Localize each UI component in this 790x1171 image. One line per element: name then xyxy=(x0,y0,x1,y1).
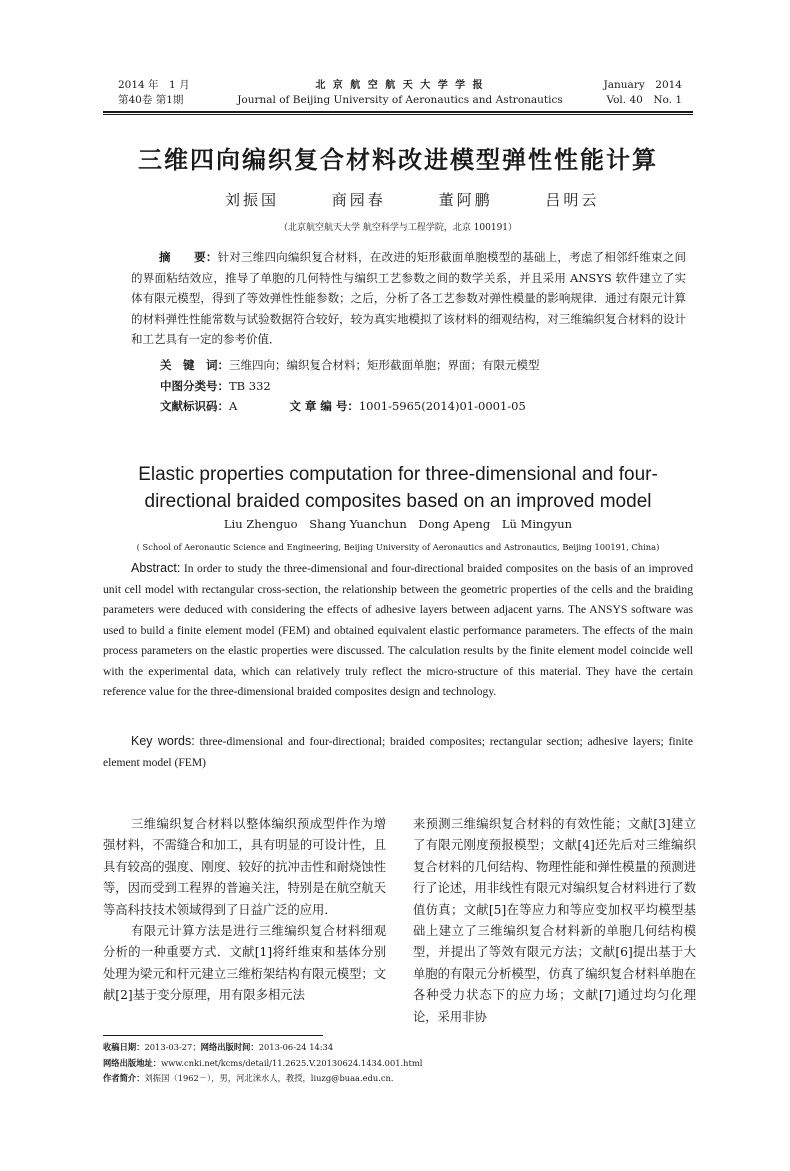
keywords-text-en: three-dimensional and four-directional; braided composites; rectangular section; adhesive layers; finite element model (FEM) xyxy=(103,735,693,769)
abstract-text-en: In order to study the three-dimensional and four-directional braided composites on the basis of an improved unit cell model with rectangular cross-section, the relationship between the geometric properties of the cells and the braiding parameters were deduced with considering the effects of adhesive layers between adjacent yarns. The ANSYS software was used to build a finite element model (FEM) and obtained equivalent elastic performance parameters. The effects of the main process parameters on the elastic properties were discussed. The calculation results by the finite element model coincide well with the experimental data, which can relatively truly reflect the micro-structure of this material. They have the certain reference value for the three-dimensional braided composites design and technology. xyxy=(103,562,693,698)
abstract-label-cn: 摘 要： xyxy=(159,250,218,264)
abstract-label-en: Abstract: xyxy=(131,561,181,575)
keywords-label-en: Key words: xyxy=(131,734,195,748)
journal-name xyxy=(230,78,570,108)
body-paragraph: 来预测三维编织复合材料的有效性能；文献[3]建立了有限元刚度预报模型；文献[4]还先后对三维编织复合材料的几何结构、物理性能和弹性模量的预测进行了论述，用非线性有限元对编织复合材料进行了数值仿真；文献[5]在等应力和等应变加权平均模型基础上建立了三维编织复合材料新的单胞几何结构模型，并提出了等效有限元方法；文献[6]提出基于大单胞的有限元分析模型，仿真了编织复合材料单胞在各种受力状态下的应力场；文献[7]通过均匀化理论，采用非协 xyxy=(413,817,696,1024)
body-column-left xyxy=(103,814,386,1007)
abstract-text-cn: 针对三维四向编织复合材料，在改进的矩形截面单胞模型的基础上，考虑了相邻纤维束之间的界面粘结效应，推导了单胞的几何特性与编织工艺参数之间的数学关系，并且采用 ANSYS 软件建立了实体有限元模型，得到了等效弹性性能参数；之后，分析了各工艺参数对弹性模量的影响规律．通过有限元计算的材料弹性性能常数与试验数据符合较好，较为真实地模拟了该材料的细观结构，对三维编织复合材料的设计和工艺具有一定的参考价值． xyxy=(131,250,687,346)
clc-label: 中图分类号： xyxy=(160,378,229,393)
journal-date-volume xyxy=(118,78,190,108)
body-paragraph: 三维编织复合材料以整体编织预成型件作为增强材料，不需缝合和加工，具有明显的可设计性，且具有较高的强度、刚度、较好的抗冲击性和耐烧蚀性等，因而受到工程界的普遍关注，特别是在航空航天等高科技技术领域得到了日益广泛的应用． xyxy=(103,817,386,917)
body-column-right xyxy=(413,814,696,1028)
abstract-cn xyxy=(131,247,686,350)
volume-issue-en: Vol. 40 No. 1 xyxy=(606,94,682,106)
article-meta-cn xyxy=(160,355,540,417)
keywords-label-cn: 关 键 词： xyxy=(160,358,229,372)
doc-code-label: 文献标识码： xyxy=(160,399,229,413)
author-name: Shang Yuanchun xyxy=(309,517,407,531)
online-label: 网络出版时间： xyxy=(200,1042,259,1052)
footnote-rule xyxy=(103,1035,323,1036)
volume-issue-cn: 第40卷 第1期 xyxy=(118,94,184,106)
clc-number xyxy=(160,376,540,397)
paper-title-cn: 三维四向编织复合材料改进模型弹性性能计算 xyxy=(138,146,658,174)
online-url[interactable]: www.cnki.net/kcms/detail/11.2625.V.20130624.1434.001.html xyxy=(161,1057,423,1068)
doc-code-row xyxy=(160,396,540,417)
body-paragraph: 有限元计算方法是进行三维编织复合材料细观分析的一种重要方式．文献[1]将纤维束和基体分别处理为梁元和杆元建立三维桁架结构有限元模型；文献[2]基于变分原理，用有限多相元法 xyxy=(103,924,386,1003)
footnotes xyxy=(103,1040,693,1087)
received-date: 2013-03-27； xyxy=(144,1042,201,1052)
affiliation-cn: （北京航空航天大学 航空科学与工程学院，北京 100191） xyxy=(278,223,518,233)
author-name: 董阿鹏 xyxy=(438,191,493,209)
issue-date-cn: 2014 年 1 月 xyxy=(118,79,190,91)
author-name: 刘振国 xyxy=(225,191,280,209)
author-name: Liu Zhenguo xyxy=(223,517,298,531)
author-name: Lü Mingyun xyxy=(501,517,573,531)
author-list-cn xyxy=(225,189,647,210)
affiliation-en: ( School of Aeronautic Science and Engineering, Beijing University of Aeronautics and Astronautics, Beijing 100191, China) xyxy=(136,542,660,552)
clc-value: TB 332 xyxy=(229,378,271,393)
url-label: 网络出版地址： xyxy=(103,1057,162,1068)
received-label: 收稿日期： xyxy=(103,1042,145,1052)
paper-title-en: Elastic properties computation for three-dimensional and four-directional braided composites based on an improved model xyxy=(138,464,658,512)
journal-name-en: Journal of Beijing University of Aeronautics and Astronautics xyxy=(237,94,563,106)
header-rule-thin xyxy=(103,114,693,115)
article-no-label: 文 章 编 号： xyxy=(289,399,359,413)
author-name: Dong Apeng xyxy=(418,517,491,531)
author-bio-label: 作者简介： xyxy=(103,1073,145,1083)
article-no-value: 1001-5965(2014)01-0001-05 xyxy=(358,399,526,413)
journal-name-cn: 北 京 航 空 航 天 大 学 学 报 xyxy=(315,80,485,91)
keywords-text-cn: 三维四向；编织复合材料；矩形截面单胞；界面；有限元模型 xyxy=(229,358,540,372)
issue-date-en: January 2014 xyxy=(603,79,682,91)
author-name: 商园春 xyxy=(331,191,386,209)
abstract-en xyxy=(103,558,693,703)
author-list-en xyxy=(103,517,693,531)
doc-code-value: A xyxy=(229,399,238,413)
author-name: 吕明云 xyxy=(545,191,600,209)
author-bio: 刘振国（1962－），男，河北涞水人，教授，liuzg@buaa.edu.cn. xyxy=(144,1073,394,1083)
keywords-cn xyxy=(160,355,540,376)
online-date: 2013-06-24 14:34 xyxy=(258,1042,334,1052)
journal-date-volume-en xyxy=(600,78,682,108)
keywords-en xyxy=(103,731,693,773)
header-rule xyxy=(103,111,693,113)
